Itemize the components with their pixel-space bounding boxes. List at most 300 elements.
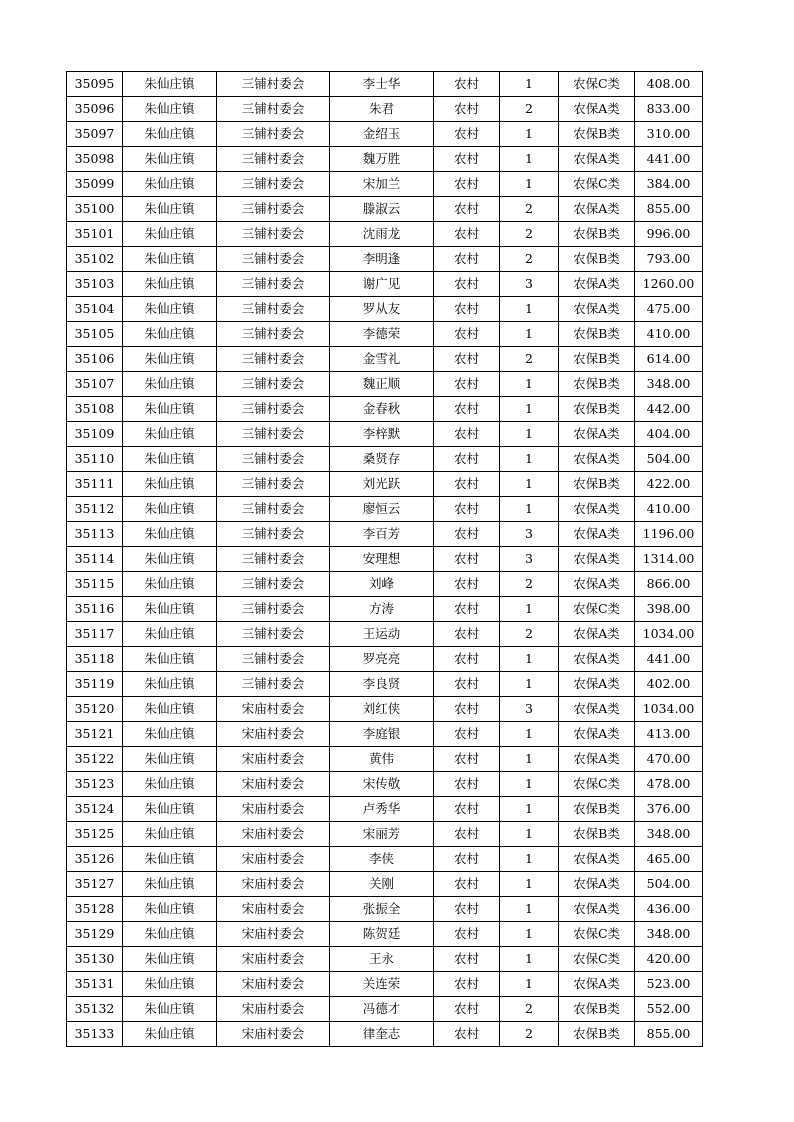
table-row xyxy=(67,547,703,572)
table-row xyxy=(67,797,703,822)
table-row xyxy=(67,297,703,322)
household-count-cell: 1 xyxy=(500,947,559,972)
amount-cell: 833.00 xyxy=(635,97,703,122)
town-cell: 朱仙庄镇 xyxy=(123,647,217,672)
area-type-cell: 农村 xyxy=(434,897,500,922)
table-row xyxy=(67,72,703,97)
insurance-category-cell: 农保B类 xyxy=(559,247,635,272)
village-committee-cell: 三铺村委会 xyxy=(217,497,330,522)
insurance-category-cell: 农保B类 xyxy=(559,797,635,822)
amount-cell: 348.00 xyxy=(635,822,703,847)
record-id-cell: 35121 xyxy=(67,722,123,747)
record-id-cell: 35104 xyxy=(67,297,123,322)
record-id-cell: 35109 xyxy=(67,422,123,447)
area-type-cell: 农村 xyxy=(434,847,500,872)
village-committee-cell: 三铺村委会 xyxy=(217,322,330,347)
area-type-cell: 农村 xyxy=(434,1022,500,1047)
town-cell: 朱仙庄镇 xyxy=(123,72,217,97)
record-id-cell: 35128 xyxy=(67,897,123,922)
insurance-category-cell: 农保A类 xyxy=(559,547,635,572)
insurance-category-cell: 农保B类 xyxy=(559,472,635,497)
record-id-cell: 35130 xyxy=(67,947,123,972)
insurance-category-cell: 农保A类 xyxy=(559,672,635,697)
person-name-cell: 王运动 xyxy=(330,622,434,647)
village-committee-cell: 三铺村委会 xyxy=(217,147,330,172)
record-id-cell: 35108 xyxy=(67,397,123,422)
table-row xyxy=(67,1022,703,1047)
town-cell: 朱仙庄镇 xyxy=(123,922,217,947)
insurance-category-cell: 农保A类 xyxy=(559,747,635,772)
village-committee-cell: 三铺村委会 xyxy=(217,272,330,297)
town-cell: 朱仙庄镇 xyxy=(123,622,217,647)
area-type-cell: 农村 xyxy=(434,97,500,122)
town-cell: 朱仙庄镇 xyxy=(123,97,217,122)
town-cell: 朱仙庄镇 xyxy=(123,472,217,497)
area-type-cell: 农村 xyxy=(434,697,500,722)
person-name-cell: 律奎志 xyxy=(330,1022,434,1047)
town-cell: 朱仙庄镇 xyxy=(123,372,217,397)
table-row xyxy=(67,622,703,647)
village-committee-cell: 宋庙村委会 xyxy=(217,797,330,822)
household-count-cell: 2 xyxy=(500,247,559,272)
village-committee-cell: 三铺村委会 xyxy=(217,572,330,597)
record-id-cell: 35110 xyxy=(67,447,123,472)
area-type-cell: 农村 xyxy=(434,922,500,947)
amount-cell: 866.00 xyxy=(635,572,703,597)
amount-cell: 410.00 xyxy=(635,497,703,522)
table-row xyxy=(67,947,703,972)
area-type-cell: 农村 xyxy=(434,722,500,747)
area-type-cell: 农村 xyxy=(434,947,500,972)
person-name-cell: 李侠 xyxy=(330,847,434,872)
table-row xyxy=(67,497,703,522)
table-row xyxy=(67,597,703,622)
person-name-cell: 陈贺廷 xyxy=(330,922,434,947)
household-count-cell: 1 xyxy=(500,122,559,147)
amount-cell: 614.00 xyxy=(635,347,703,372)
village-committee-cell: 三铺村委会 xyxy=(217,372,330,397)
amount-cell: 441.00 xyxy=(635,647,703,672)
insurance-category-cell: 农保A类 xyxy=(559,272,635,297)
area-type-cell: 农村 xyxy=(434,272,500,297)
household-count-cell: 1 xyxy=(500,872,559,897)
insurance-category-cell: 农保A类 xyxy=(559,97,635,122)
amount-cell: 478.00 xyxy=(635,772,703,797)
amount-cell: 1034.00 xyxy=(635,697,703,722)
village-committee-cell: 三铺村委会 xyxy=(217,247,330,272)
town-cell: 朱仙庄镇 xyxy=(123,1022,217,1047)
insurance-category-cell: 农保A类 xyxy=(559,647,635,672)
person-name-cell: 魏万胜 xyxy=(330,147,434,172)
village-committee-cell: 宋庙村委会 xyxy=(217,922,330,947)
amount-cell: 376.00 xyxy=(635,797,703,822)
household-count-cell: 1 xyxy=(500,472,559,497)
household-count-cell: 1 xyxy=(500,397,559,422)
area-type-cell: 农村 xyxy=(434,397,500,422)
town-cell: 朱仙庄镇 xyxy=(123,822,217,847)
area-type-cell: 农村 xyxy=(434,647,500,672)
town-cell: 朱仙庄镇 xyxy=(123,572,217,597)
town-cell: 朱仙庄镇 xyxy=(123,197,217,222)
table-body xyxy=(67,72,703,1047)
area-type-cell: 农村 xyxy=(434,347,500,372)
amount-cell: 1260.00 xyxy=(635,272,703,297)
insurance-category-cell: 农保B类 xyxy=(559,397,635,422)
amount-cell: 441.00 xyxy=(635,147,703,172)
village-committee-cell: 宋庙村委会 xyxy=(217,1022,330,1047)
town-cell: 朱仙庄镇 xyxy=(123,147,217,172)
amount-cell: 1196.00 xyxy=(635,522,703,547)
area-type-cell: 农村 xyxy=(434,197,500,222)
town-cell: 朱仙庄镇 xyxy=(123,522,217,547)
insurance-category-cell: 农保A类 xyxy=(559,622,635,647)
household-count-cell: 1 xyxy=(500,822,559,847)
insurance-category-cell: 农保C类 xyxy=(559,772,635,797)
village-committee-cell: 宋庙村委会 xyxy=(217,972,330,997)
amount-cell: 413.00 xyxy=(635,722,703,747)
person-name-cell: 方涛 xyxy=(330,597,434,622)
person-name-cell: 宋丽芳 xyxy=(330,822,434,847)
table-row xyxy=(67,997,703,1022)
insurance-category-cell: 农保A类 xyxy=(559,297,635,322)
person-name-cell: 黄伟 xyxy=(330,747,434,772)
amount-cell: 504.00 xyxy=(635,447,703,472)
person-name-cell: 罗从友 xyxy=(330,297,434,322)
household-count-cell: 1 xyxy=(500,897,559,922)
household-count-cell: 1 xyxy=(500,172,559,197)
area-type-cell: 农村 xyxy=(434,972,500,997)
person-name-cell: 冯德才 xyxy=(330,997,434,1022)
amount-cell: 855.00 xyxy=(635,1022,703,1047)
village-committee-cell: 三铺村委会 xyxy=(217,622,330,647)
area-type-cell: 农村 xyxy=(434,572,500,597)
person-name-cell: 王永 xyxy=(330,947,434,972)
record-id-cell: 35127 xyxy=(67,872,123,897)
village-committee-cell: 三铺村委会 xyxy=(217,347,330,372)
record-id-cell: 35106 xyxy=(67,347,123,372)
amount-cell: 504.00 xyxy=(635,872,703,897)
area-type-cell: 农村 xyxy=(434,422,500,447)
area-type-cell: 农村 xyxy=(434,72,500,97)
town-cell: 朱仙庄镇 xyxy=(123,172,217,197)
record-id-cell: 35129 xyxy=(67,922,123,947)
town-cell: 朱仙庄镇 xyxy=(123,122,217,147)
village-committee-cell: 三铺村委会 xyxy=(217,172,330,197)
record-id-cell: 35116 xyxy=(67,597,123,622)
person-name-cell: 廖恒云 xyxy=(330,497,434,522)
record-id-cell: 35112 xyxy=(67,497,123,522)
area-type-cell: 农村 xyxy=(434,122,500,147)
village-committee-cell: 三铺村委会 xyxy=(217,197,330,222)
insurance-category-cell: 农保A类 xyxy=(559,197,635,222)
town-cell: 朱仙庄镇 xyxy=(123,997,217,1022)
table-row xyxy=(67,897,703,922)
table-row xyxy=(67,822,703,847)
amount-cell: 402.00 xyxy=(635,672,703,697)
village-committee-cell: 三铺村委会 xyxy=(217,97,330,122)
town-cell: 朱仙庄镇 xyxy=(123,747,217,772)
village-committee-cell: 三铺村委会 xyxy=(217,647,330,672)
record-id-cell: 35099 xyxy=(67,172,123,197)
amount-cell: 465.00 xyxy=(635,847,703,872)
household-count-cell: 1 xyxy=(500,647,559,672)
person-name-cell: 关连荣 xyxy=(330,972,434,997)
village-committee-cell: 三铺村委会 xyxy=(217,597,330,622)
person-name-cell: 李百芳 xyxy=(330,522,434,547)
town-cell: 朱仙庄镇 xyxy=(123,872,217,897)
area-type-cell: 农村 xyxy=(434,747,500,772)
table-row xyxy=(67,472,703,497)
amount-cell: 404.00 xyxy=(635,422,703,447)
record-id-cell: 35123 xyxy=(67,772,123,797)
table-row xyxy=(67,397,703,422)
amount-cell: 420.00 xyxy=(635,947,703,972)
village-committee-cell: 三铺村委会 xyxy=(217,397,330,422)
household-count-cell: 1 xyxy=(500,922,559,947)
area-type-cell: 农村 xyxy=(434,497,500,522)
area-type-cell: 农村 xyxy=(434,622,500,647)
amount-cell: 442.00 xyxy=(635,397,703,422)
insurance-category-cell: 农保A类 xyxy=(559,572,635,597)
amount-cell: 410.00 xyxy=(635,322,703,347)
insurance-category-cell: 农保C类 xyxy=(559,597,635,622)
amount-cell: 523.00 xyxy=(635,972,703,997)
person-name-cell: 李士华 xyxy=(330,72,434,97)
allowance-roster-table xyxy=(66,71,703,1047)
household-count-cell: 2 xyxy=(500,197,559,222)
village-committee-cell: 宋庙村委会 xyxy=(217,772,330,797)
person-name-cell: 李德荣 xyxy=(330,322,434,347)
insurance-category-cell: 农保A类 xyxy=(559,422,635,447)
insurance-category-cell: 农保B类 xyxy=(559,822,635,847)
person-name-cell: 卢秀华 xyxy=(330,797,434,822)
person-name-cell: 关刚 xyxy=(330,872,434,897)
area-type-cell: 农村 xyxy=(434,222,500,247)
table-row xyxy=(67,697,703,722)
table-row xyxy=(67,647,703,672)
village-committee-cell: 三铺村委会 xyxy=(217,72,330,97)
person-name-cell: 安理想 xyxy=(330,547,434,572)
insurance-category-cell: 农保A类 xyxy=(559,147,635,172)
table-row xyxy=(67,122,703,147)
town-cell: 朱仙庄镇 xyxy=(123,222,217,247)
insurance-category-cell: 农保B类 xyxy=(559,347,635,372)
amount-cell: 552.00 xyxy=(635,997,703,1022)
town-cell: 朱仙庄镇 xyxy=(123,797,217,822)
record-id-cell: 35119 xyxy=(67,672,123,697)
person-name-cell: 沈雨龙 xyxy=(330,222,434,247)
record-id-cell: 35132 xyxy=(67,997,123,1022)
record-id-cell: 35115 xyxy=(67,572,123,597)
table-row xyxy=(67,522,703,547)
person-name-cell: 滕淑云 xyxy=(330,197,434,222)
person-name-cell: 朱君 xyxy=(330,97,434,122)
person-name-cell: 李梓默 xyxy=(330,422,434,447)
insurance-category-cell: 农保C类 xyxy=(559,172,635,197)
record-id-cell: 35131 xyxy=(67,972,123,997)
person-name-cell: 谢广见 xyxy=(330,272,434,297)
household-count-cell: 2 xyxy=(500,1022,559,1047)
household-count-cell: 1 xyxy=(500,797,559,822)
amount-cell: 475.00 xyxy=(635,297,703,322)
insurance-category-cell: 农保A类 xyxy=(559,697,635,722)
table-row xyxy=(67,747,703,772)
table-row xyxy=(67,872,703,897)
town-cell: 朱仙庄镇 xyxy=(123,897,217,922)
household-count-cell: 1 xyxy=(500,497,559,522)
insurance-category-cell: 农保C类 xyxy=(559,922,635,947)
record-id-cell: 35117 xyxy=(67,622,123,647)
amount-cell: 470.00 xyxy=(635,747,703,772)
amount-cell: 310.00 xyxy=(635,122,703,147)
table-row xyxy=(67,147,703,172)
amount-cell: 1314.00 xyxy=(635,547,703,572)
village-committee-cell: 宋庙村委会 xyxy=(217,947,330,972)
household-count-cell: 3 xyxy=(500,697,559,722)
insurance-category-cell: 农保A类 xyxy=(559,522,635,547)
table-row xyxy=(67,847,703,872)
record-id-cell: 35105 xyxy=(67,322,123,347)
household-count-cell: 2 xyxy=(500,347,559,372)
table-row xyxy=(67,572,703,597)
person-name-cell: 罗亮亮 xyxy=(330,647,434,672)
village-committee-cell: 三铺村委会 xyxy=(217,222,330,247)
record-id-cell: 35124 xyxy=(67,797,123,822)
person-name-cell: 金春秋 xyxy=(330,397,434,422)
amount-cell: 408.00 xyxy=(635,72,703,97)
household-count-cell: 1 xyxy=(500,72,559,97)
person-name-cell: 刘红侠 xyxy=(330,697,434,722)
town-cell: 朱仙庄镇 xyxy=(123,297,217,322)
village-committee-cell: 宋庙村委会 xyxy=(217,822,330,847)
record-id-cell: 35095 xyxy=(67,72,123,97)
town-cell: 朱仙庄镇 xyxy=(123,947,217,972)
area-type-cell: 农村 xyxy=(434,822,500,847)
village-committee-cell: 三铺村委会 xyxy=(217,547,330,572)
town-cell: 朱仙庄镇 xyxy=(123,597,217,622)
town-cell: 朱仙庄镇 xyxy=(123,847,217,872)
insurance-category-cell: 农保B类 xyxy=(559,322,635,347)
amount-cell: 793.00 xyxy=(635,247,703,272)
household-count-cell: 2 xyxy=(500,97,559,122)
village-committee-cell: 三铺村委会 xyxy=(217,672,330,697)
record-id-cell: 35102 xyxy=(67,247,123,272)
household-count-cell: 1 xyxy=(500,447,559,472)
town-cell: 朱仙庄镇 xyxy=(123,322,217,347)
town-cell: 朱仙庄镇 xyxy=(123,247,217,272)
insurance-category-cell: 农保B类 xyxy=(559,122,635,147)
record-id-cell: 35097 xyxy=(67,122,123,147)
household-count-cell: 1 xyxy=(500,747,559,772)
area-type-cell: 农村 xyxy=(434,472,500,497)
town-cell: 朱仙庄镇 xyxy=(123,772,217,797)
amount-cell: 398.00 xyxy=(635,597,703,622)
household-count-cell: 1 xyxy=(500,322,559,347)
person-name-cell: 魏正顺 xyxy=(330,372,434,397)
area-type-cell: 农村 xyxy=(434,772,500,797)
household-count-cell: 3 xyxy=(500,522,559,547)
town-cell: 朱仙庄镇 xyxy=(123,422,217,447)
person-name-cell: 宋传敬 xyxy=(330,772,434,797)
household-count-cell: 1 xyxy=(500,297,559,322)
table-row xyxy=(67,322,703,347)
person-name-cell: 李良贤 xyxy=(330,672,434,697)
area-type-cell: 农村 xyxy=(434,372,500,397)
insurance-category-cell: 农保A类 xyxy=(559,847,635,872)
area-type-cell: 农村 xyxy=(434,597,500,622)
household-count-cell: 1 xyxy=(500,372,559,397)
insurance-category-cell: 农保C类 xyxy=(559,72,635,97)
town-cell: 朱仙庄镇 xyxy=(123,672,217,697)
table-row xyxy=(67,247,703,272)
insurance-category-cell: 农保A类 xyxy=(559,497,635,522)
area-type-cell: 农村 xyxy=(434,672,500,697)
record-id-cell: 35096 xyxy=(67,97,123,122)
table-row xyxy=(67,272,703,297)
area-type-cell: 农村 xyxy=(434,872,500,897)
household-count-cell: 2 xyxy=(500,222,559,247)
insurance-category-cell: 农保B类 xyxy=(559,372,635,397)
amount-cell: 348.00 xyxy=(635,922,703,947)
insurance-category-cell: 农保A类 xyxy=(559,897,635,922)
village-committee-cell: 宋庙村委会 xyxy=(217,847,330,872)
amount-cell: 384.00 xyxy=(635,172,703,197)
table-row xyxy=(67,222,703,247)
area-type-cell: 农村 xyxy=(434,147,500,172)
record-id-cell: 35122 xyxy=(67,747,123,772)
area-type-cell: 农村 xyxy=(434,297,500,322)
area-type-cell: 农村 xyxy=(434,547,500,572)
household-count-cell: 1 xyxy=(500,422,559,447)
household-count-cell: 1 xyxy=(500,672,559,697)
record-id-cell: 35103 xyxy=(67,272,123,297)
household-count-cell: 1 xyxy=(500,847,559,872)
person-name-cell: 李明逢 xyxy=(330,247,434,272)
table-row xyxy=(67,447,703,472)
area-type-cell: 农村 xyxy=(434,447,500,472)
village-committee-cell: 宋庙村委会 xyxy=(217,697,330,722)
table-row xyxy=(67,922,703,947)
table-row xyxy=(67,672,703,697)
village-committee-cell: 宋庙村委会 xyxy=(217,872,330,897)
table-row xyxy=(67,722,703,747)
table-row xyxy=(67,772,703,797)
amount-cell: 348.00 xyxy=(635,372,703,397)
household-count-cell: 1 xyxy=(500,972,559,997)
household-count-cell: 3 xyxy=(500,272,559,297)
village-committee-cell: 三铺村委会 xyxy=(217,422,330,447)
record-id-cell: 35118 xyxy=(67,647,123,672)
town-cell: 朱仙庄镇 xyxy=(123,697,217,722)
insurance-category-cell: 农保B类 xyxy=(559,997,635,1022)
town-cell: 朱仙庄镇 xyxy=(123,497,217,522)
person-name-cell: 张振全 xyxy=(330,897,434,922)
table-row xyxy=(67,172,703,197)
town-cell: 朱仙庄镇 xyxy=(123,722,217,747)
area-type-cell: 农村 xyxy=(434,797,500,822)
town-cell: 朱仙庄镇 xyxy=(123,972,217,997)
person-name-cell: 桑贤存 xyxy=(330,447,434,472)
table-row xyxy=(67,372,703,397)
record-id-cell: 35098 xyxy=(67,147,123,172)
record-id-cell: 35120 xyxy=(67,697,123,722)
amount-cell: 422.00 xyxy=(635,472,703,497)
insurance-category-cell: 农保C类 xyxy=(559,947,635,972)
household-count-cell: 2 xyxy=(500,572,559,597)
record-id-cell: 35133 xyxy=(67,1022,123,1047)
town-cell: 朱仙庄镇 xyxy=(123,397,217,422)
record-id-cell: 35111 xyxy=(67,472,123,497)
